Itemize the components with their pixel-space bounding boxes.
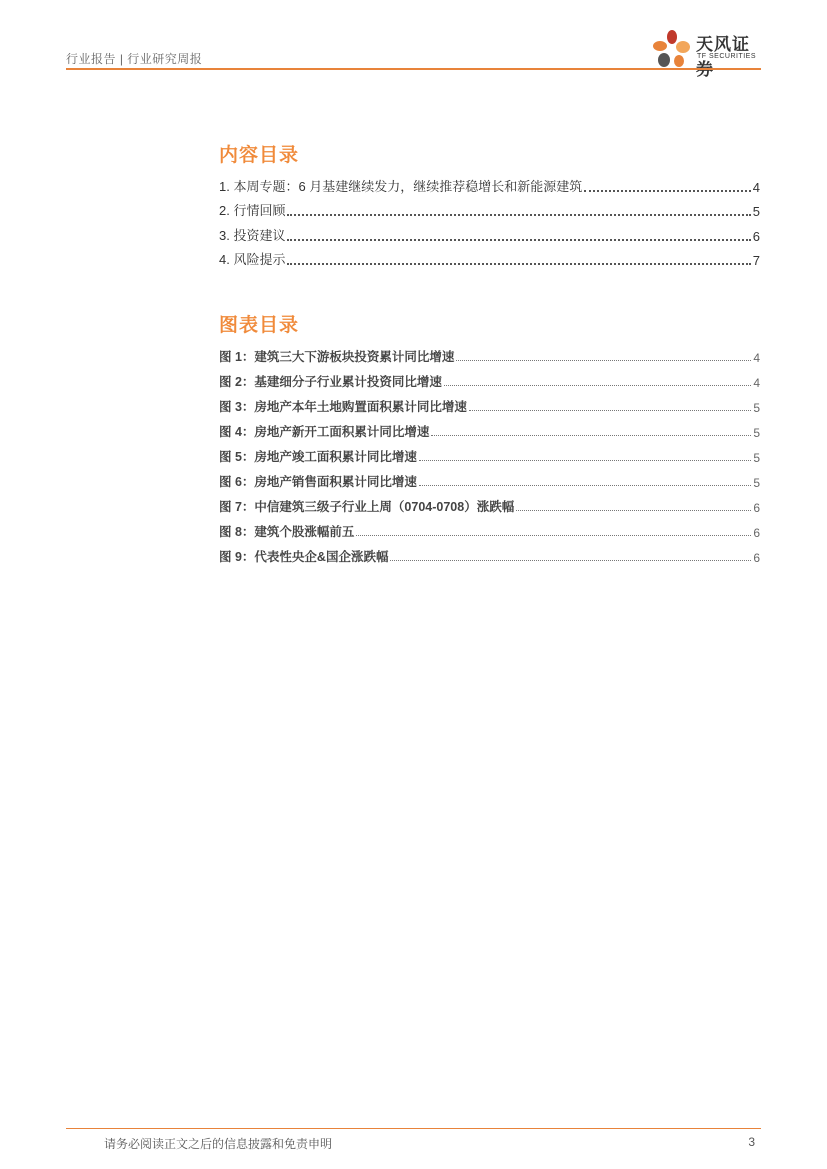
footer-divider [66, 1128, 761, 1129]
contents-item-label: 4. 风险提示 [219, 252, 286, 267]
logo-name-en: TF SECURITIES [697, 53, 757, 60]
leader-dots [516, 509, 751, 511]
figure-item[interactable] [219, 340, 760, 365]
figure-item-label: 图 1：建筑三大下游板块投资累计同比增速 [219, 350, 455, 364]
figure-item-label: 图 9：代表性央企&国企涨跌幅 [219, 550, 389, 564]
contents-item-label: 1. 本周专题：6 月基建继续发力，继续推荐稳增长和新能源建筑 [219, 178, 583, 194]
header-divider [66, 68, 761, 70]
figure-item-page: 6 [753, 526, 760, 540]
figures-list [219, 340, 760, 565]
figure-item[interactable] [219, 490, 760, 515]
figure-item-page: 5 [753, 476, 760, 490]
figure-item[interactable] [219, 465, 760, 490]
contents-item[interactable] [219, 170, 760, 195]
leader-dots [419, 459, 751, 461]
header-breadcrumb: 行业报告 | 行业研究周报 [66, 52, 203, 66]
leader-dots [456, 359, 751, 361]
figure-item[interactable] [219, 390, 760, 415]
contents-item-label: 2. 行情回顾 [219, 203, 286, 218]
page-number: 3 [748, 1135, 755, 1149]
logo-flower-icon [650, 28, 694, 70]
contents-item-page: 6 [752, 228, 760, 244]
figure-item-page: 4 [753, 351, 760, 365]
figure-item-label: 图 2：基建细分子行业累计投资同比增速 [219, 375, 442, 389]
figure-item[interactable] [219, 540, 760, 565]
leader-dots [444, 384, 751, 386]
leader-dots [390, 559, 751, 561]
logo-name-cn: 天风证 [696, 35, 750, 54]
figure-item-page: 6 [753, 501, 760, 515]
leader-dots [431, 434, 751, 436]
contents-item-page: 7 [752, 253, 760, 268]
contents-item-page: 5 [752, 204, 760, 219]
figure-item-page: 6 [753, 551, 760, 565]
leader-dots [469, 409, 751, 411]
contents-item[interactable] [219, 219, 760, 244]
figure-item-label: 图 6：房地产销售面积累计同比增速 [219, 475, 417, 489]
contents-item[interactable] [219, 195, 760, 220]
figure-item-page: 4 [753, 376, 760, 390]
figure-item[interactable] [219, 365, 760, 390]
figure-item-page: 5 [753, 401, 760, 415]
figure-item-page: 5 [753, 451, 760, 465]
leader-dots [287, 213, 750, 216]
figure-item-label: 图 3：房地产本年土地购置面积累计同比增速 [219, 400, 467, 414]
leader-dots [287, 262, 750, 265]
leader-dots [419, 484, 751, 486]
figure-item-page: 5 [753, 426, 760, 440]
leader-dots [584, 189, 750, 192]
figure-item[interactable] [219, 440, 760, 465]
contents-item-label: 3. 投资建议 [219, 227, 286, 243]
figure-item-label: 图 5：房地产竣工面积累计同比增速 [219, 450, 417, 464]
leader-dots [287, 238, 750, 241]
contents-title: 内容目录 [219, 145, 300, 166]
figure-item[interactable] [219, 415, 760, 440]
figure-item-label: 图 4：房地产新开工面积累计同比增速 [219, 425, 430, 439]
footer-disclaimer: 请务必阅读正文之后的信息披露和免责申明 [104, 1137, 333, 1151]
figure-item-label: 图 8：建筑个股涨幅前五 [219, 525, 355, 539]
contents-item-page: 4 [752, 179, 760, 195]
company-logo [650, 28, 762, 70]
leader-dots [356, 534, 751, 536]
figures-title: 图表目录 [219, 315, 300, 336]
contents-list [219, 170, 760, 268]
contents-item[interactable] [219, 244, 760, 269]
figure-item-label: 图 7：中信建筑三级子行业上周（0704-0708）涨跌幅 [219, 500, 515, 514]
figure-item[interactable] [219, 515, 760, 540]
